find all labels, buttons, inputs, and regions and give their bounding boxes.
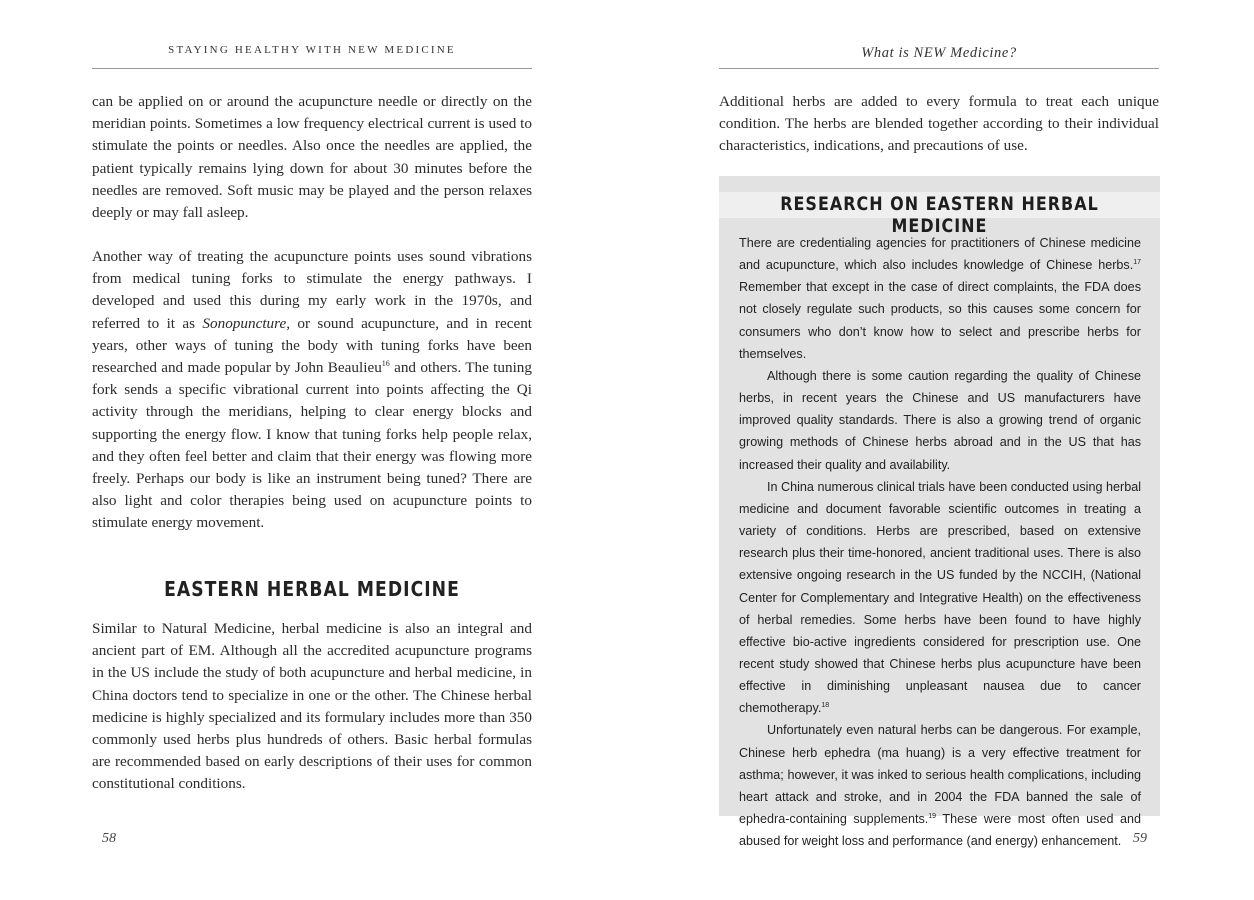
sonopuncture-term: Sonopuncture <box>202 314 287 332</box>
body-paragraph-1 <box>92 91 532 224</box>
sidebar-paragraph-4 <box>739 719 1141 852</box>
sidebar-title: RESEARCH ON EASTERN HERBAL MEDICINE <box>780 193 1099 237</box>
body-paragraph-right <box>719 91 1159 158</box>
page-number-right: 59 <box>1133 831 1147 846</box>
sidebar-p4-text-b: These were most often used and abused for weight loss and performance (and energy) enhancement. <box>739 812 1142 849</box>
body-paragraph-3 <box>92 618 532 796</box>
sidebar-paragraph-2 <box>739 365 1141 476</box>
sidebar-p1-text-b: Remember that except in the case of direct complaints, the FDA does not closely regulate such products, so this causes some concern for consumers who don’t know how to select and prescribe herbs for themselves. <box>739 280 1141 361</box>
footnote-ref-18: 18 <box>821 702 830 710</box>
sidebar-p4-text-a: Unfortunately even natural herbs can be dangerous. For example, Chinese herb ephedra (ma huang) is a very effective treatment for asthma; however, it was inked to serious health complications, including heart attack and stroke, and in 2004 the FDA banned the sale of ephedra-containing supplements. <box>739 723 1141 827</box>
sidebar-paragraph-3 <box>739 476 1141 720</box>
running-head-right: What is NEW Medicine? <box>861 45 1017 61</box>
section-heading: EASTERN HERBAL MEDICINE <box>164 577 460 601</box>
page-number-left: 58 <box>102 831 116 846</box>
paragraph-2-text-c: and others. The tuning fork sends a specific vibrational current into points affecting the Qi activity through the meridians, helping to clear energy blocks and supporting the energy flow. I know that tuning forks help people relax, and they often feel better and claim that their energy was flowing more freely. Perhaps our body is like an instrument being tuned? There are also light and color therapies being used on acupuncture points to stimulate energy movement. <box>92 359 532 532</box>
running-head-left: STAYING HEALTHY WITH NEW MEDICINE <box>168 44 456 56</box>
sidebar-p1-text-a: There are credentialing agencies for practitioners of Chinese medicine and acupuncture, which also includes knowledge of Chinese herbs. <box>739 236 1141 273</box>
paragraph-3-text: Similar to Natural Medicine, herbal medicine is also an integral and ancient part of EM. Although all the accredited acupuncture programs in the US include the study of both acupuncture and herbal medicine, in China doctors tend to specialize in one or the other. The Chinese herbal medicine is highly specialized and its formulary includes more than 350 commonly used herbs plus hundreds of others. Basic herbal formulas are recommended based on early descriptions of their uses for common constitutional conditions. <box>92 620 532 793</box>
sidebar-body <box>739 232 1141 852</box>
footnote-ref-19: 19 <box>928 812 937 820</box>
sidebar-p3-text: In China numerous clinical trials have been conducted using herbal medicine and document favorable scientific outcomes in treating a variety of conditions. Herbs are prescribed, based on extensive research plus their time-honored, ancient traditional uses. There is also extensive ongoing research in the US funded by the NCCIH, (National Center for Complementary and Integrative Health) on the effectiveness of herbal remedies. Some herbs have been found to have highly effective bio-active ingredients considered for prescription use. One recent study showed that Chinese herbs plus acupuncture have been effective in diminishing unpleasant nausea due to cancer chemotherapy. <box>739 479 1141 716</box>
header-rule-right <box>719 68 1159 69</box>
body-paragraph-2 <box>92 246 532 535</box>
sidebar-paragraph-1 <box>739 232 1141 365</box>
paragraph-right-text: Additional herbs are added to every formula to treat each unique condition. The herbs are blended together according to their individual characteristics, indications, and precautions of use. <box>719 93 1159 155</box>
paragraph-1-text: can be applied on or around the acupuncture needle or directly on the meridian points. Sometimes a low frequency electrical current is used to stimulate the points or needles. Also once the needles are applied, the patient typically remains lying down for about 30 minutes before the needles are removed. Soft music may be played and the person relaxes deeply or may fall asleep. <box>92 93 532 222</box>
right-page <box>627 0 1254 900</box>
paragraph-2-text-b: , or sound acupuncture, and in recent years, other ways of tuning the body with tuning forks have been researched and made popular by John Beaulieu <box>92 314 533 377</box>
header-rule-left <box>92 68 532 69</box>
paragraph-2-text-a: Another way of treating the acupuncture points uses sound vibrations from medical tuning forks to stimulate the energy pathways. I developed and used this during my early work in the 1970s, and referred to it as <box>92 248 532 332</box>
footnote-ref-17: 17 <box>1133 258 1141 266</box>
footnote-ref-16: 16 <box>381 358 390 368</box>
sidebar-p2-text: Although there is some caution regarding the quality of Chinese herbs, in recent years the Chinese and US manufacturers have improved quality standards. There is also a growing trend of organic growing methods of Chinese herbs abroad and in the US that has increased their quality and availability. <box>739 368 1141 472</box>
